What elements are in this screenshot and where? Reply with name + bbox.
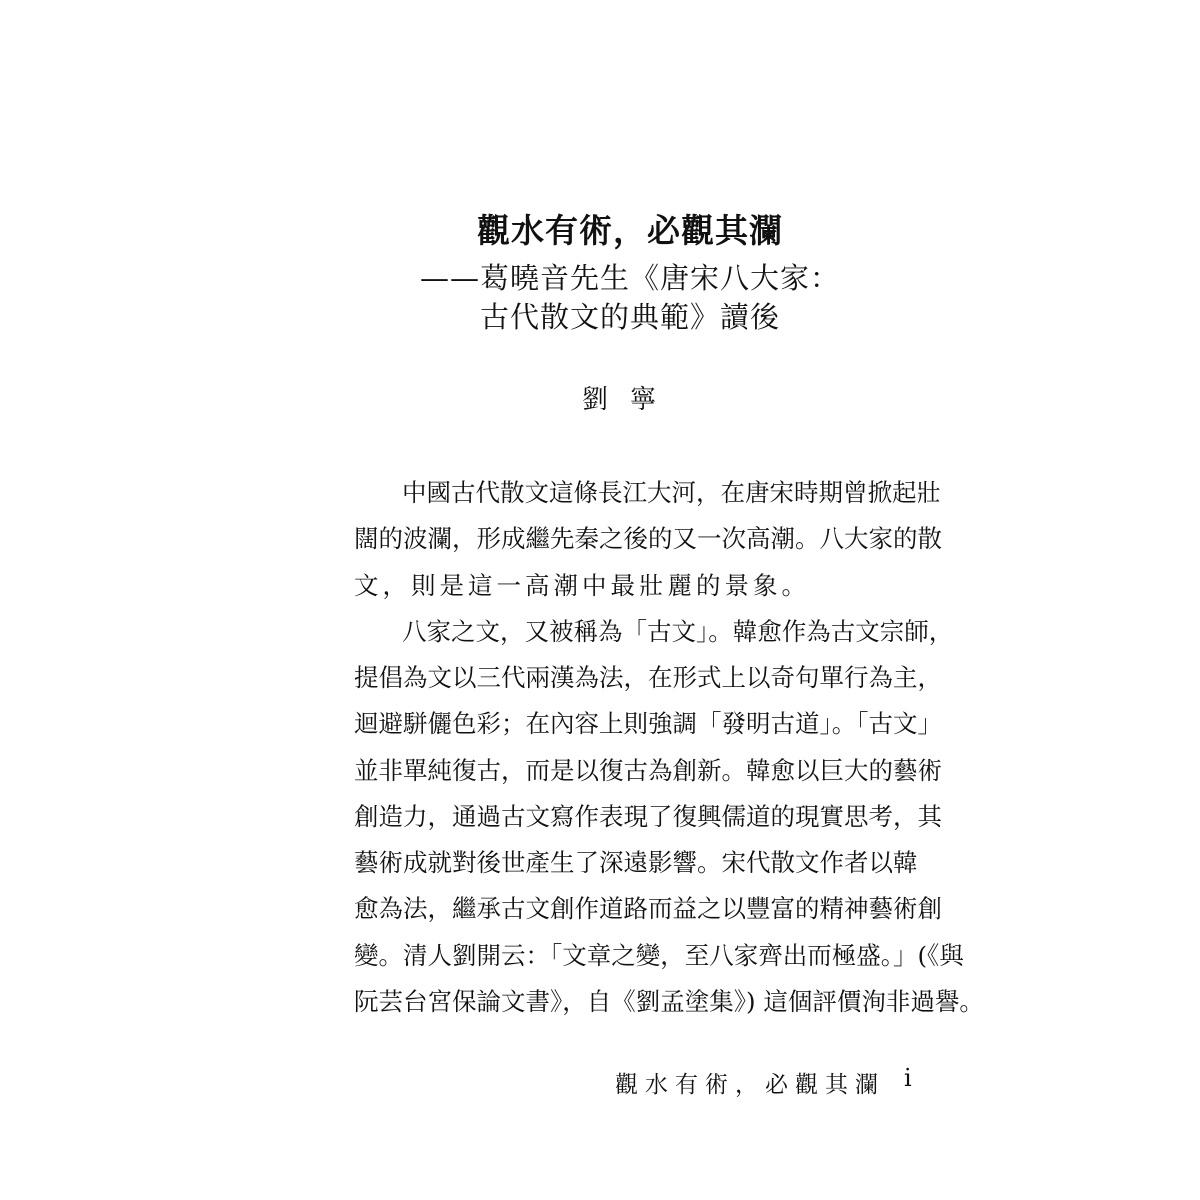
paragraph-1-line-1: 中國古代散文這條長江大河，在唐宋時期曾掀起壯 [402,478,941,507]
paragraph-2-line-7: 愈為法，繼承古文創作道路而益之以豐富的精神藝術創 [354,894,942,924]
essay-title: 觀水有術，必觀其瀾 [477,211,783,250]
paragraph-2-line-8: 變。清人劉開云：「文章之變，至八家齊出而極盛。」(《與 [354,940,964,970]
paragraph-2-line-4: 並非單純復古，而是以復古為創新。韓愈以巨大的藝術 [354,755,942,785]
paragraph-1-line-2: 闊的波瀾，形成繼先秦之後的又一次高潮。八大家的散 [354,524,942,554]
paragraph-2-line-3: 迴避駢儷色彩；在內容上則強調「發明古道」。「古文」 [354,709,942,739]
running-footer-title: 觀水有術，必觀其瀾 [615,1072,885,1098]
paragraph-2-line-6: 藝術成就對後世產生了深遠影響。宋代散文作者以韓 [354,848,918,877]
body-text [354,470,984,1025]
paragraph-2-line-1: 八家之文，又被稱為「古文」。韓愈作為古文宗師， [402,616,954,646]
subtitle-line-2: 古代散文的典範》讀後 [479,300,780,334]
subtitle-line-1: ——葛曉音先生《唐宋八大家： [419,261,840,295]
paragraph-1-line-3: 文，則是這一高潮中最壯麗的景象。 [354,570,810,600]
paragraph-2-line-5: 創造力，通過古文寫作表現了復興儒道的現實思考，其 [354,801,942,831]
page-number: i [904,1064,912,1092]
paragraph-2-line-2: 提倡為文以三代兩漢為法，在形式上以奇句單行為主， [354,663,942,692]
author-name: 劉寧 [581,385,678,415]
paragraph-2-line-9: 阮芸台宮保論文書》，自《劉孟塗集》) 這個評價洵非過譽。 [354,986,984,1016]
